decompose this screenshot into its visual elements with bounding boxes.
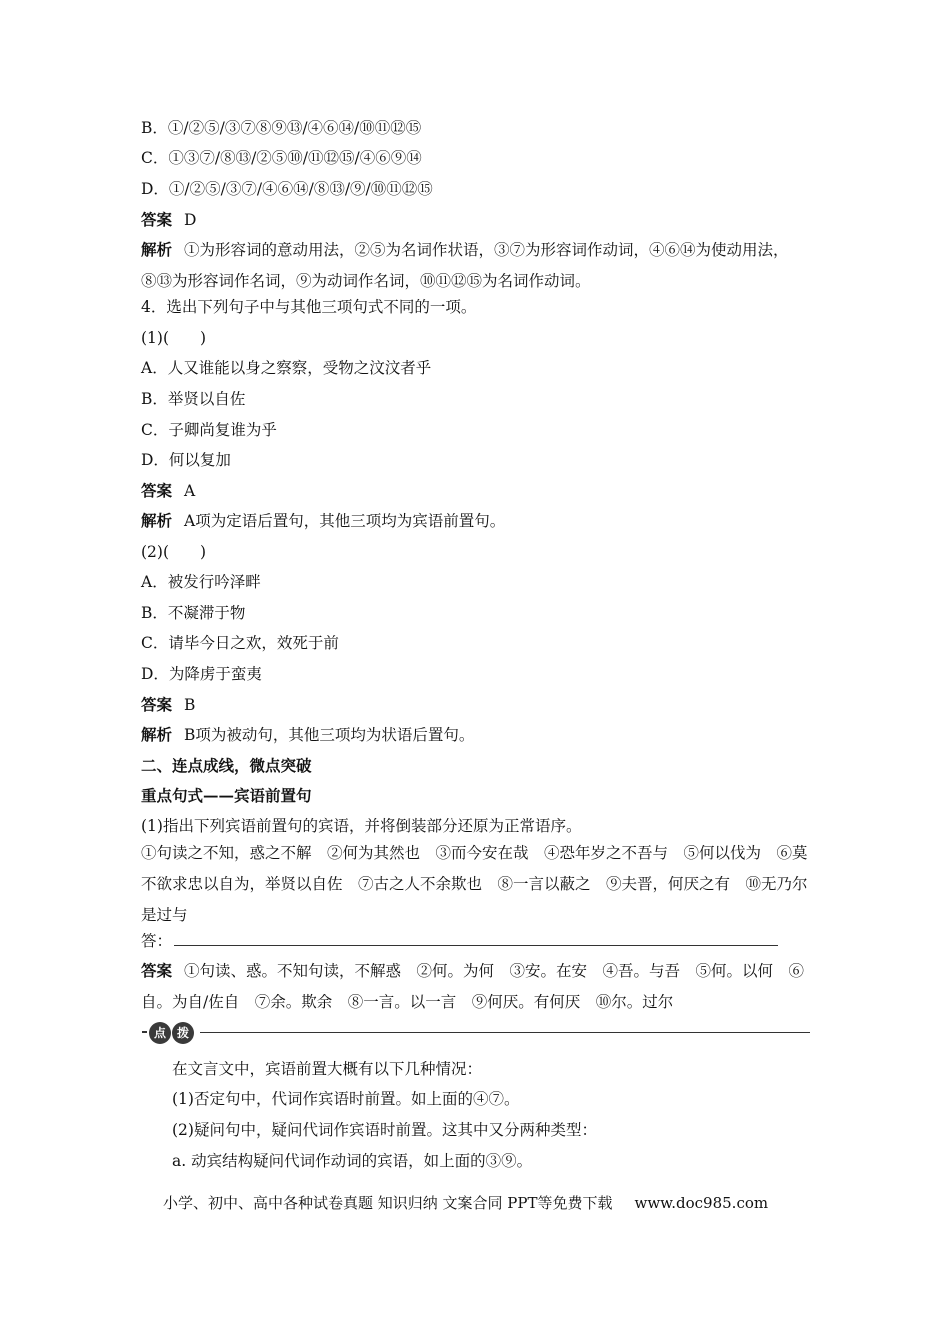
footer-url[interactable]: www.doc985.com [634,1194,769,1212]
section-answer [141,955,811,1018]
q4-2-option-b: B．不凝滞于物 [141,604,246,622]
option-d-prev: D．①/②⑤/③⑦/④⑥⑭/⑧⑬/⑨/⑩⑪⑫⑮ [141,180,433,198]
question-4-2-number: (2)( ) [141,543,207,561]
q4-2-answer [141,695,811,715]
task-items: ①句读之不知，惑之不解 ②何为其然也 ③而今安在哉 ④恐年岁之不吾与 ⑤何以伐为 ⑥莫不欲求忠以自为，举贤以自佐 ⑦古之人不余欺也 ⑧一言以蔽之 ⑨夫晋，何厌之有 ⑩无乃尔是过与 [141,844,808,924]
tip-line-3: (2)疑问句中，疑问代词作宾语时前置。这其中又分两种类型： [172,1121,597,1139]
section-heading: 二、连点成线，微点突破 [141,756,312,775]
q4-2-option-a: A．被发行吟泽畔 [141,573,261,591]
answer-value: D [184,211,197,229]
q4-1-explanation [141,511,811,531]
option-c-prev: C．①③⑦/⑧⑬/②⑤⑩/⑪⑫⑮/④⑥⑨⑭ [141,149,422,167]
answer-blank [141,931,811,951]
answer-label: 答案 [141,210,173,229]
section-subheading: 重点句式——宾语前置句 [141,786,312,805]
option-b-prev: B．①/②⑤/③⑦⑧⑨⑬/④⑥⑭/⑩⑪⑫⑮ [141,119,422,137]
answer-underline [174,931,778,946]
tip-badge-bo: 拨 [172,1022,194,1044]
q4-2-option-c: C．请毕今日之欢，效死于前 [141,634,339,652]
answer-label: 答案 [141,481,173,500]
answer-value: B [184,696,196,714]
answer-text: ①句读、惑。不知句读，不解惑 ②何。为何 ③安。在安 ④吾。与吾 ⑤何。以何 ⑥自。为自/佐自 ⑦余。欺余 ⑧一言。以一言 ⑨何厌。有何厌 ⑩尔。过尔 [141,962,805,1011]
q4-1-option-d: D．何以复加 [141,451,231,469]
explanation-text: ①为形容词的意动用法，②⑤为名词作状语，③⑦为形容词作动词，④⑥⑭为使动用法，⑧⑬为形容词作名词，⑨为动词作名词，⑩⑪⑫⑮为名词作动词。 [141,241,789,290]
tip-line-2: (1)否定句中，代词作宾语时前置。如上面的④⑦。 [172,1090,520,1108]
explanation-label: 解析 [141,511,173,530]
explanation-text: A项为定语后置句，其他三项均为宾语前置句。 [184,512,506,530]
q4-1-option-c: C．子卿尚复谁为乎 [141,421,277,439]
tip-line-1: 在文言文中，宾语前置大概有以下几种情况： [172,1060,483,1078]
answer-label: 答案 [141,695,173,714]
answer-prompt: 答： [141,932,173,950]
question-4-1-number: (1)( ) [141,329,207,347]
explanation-3 [141,234,811,297]
explanation-label: 解析 [141,240,173,259]
q4-1-option-a: A．人又谁能以身之察察，受物之汶汶者乎 [141,359,432,377]
answer-label: 答案 [141,961,173,980]
footer-text: 小学、初中、高中各种试卷真题 知识归纳 文案合同 PPT等免费下载 [163,1194,613,1212]
question-4-stem: 4．选出下列句子中与其他三项句式不同的一项。 [141,298,477,316]
tip-rule-left [142,1031,147,1033]
explanation-text: B项为被动句，其他三项均为状语后置句。 [184,726,475,744]
tip-badge-dian: 点 [149,1022,171,1044]
tip-rule [200,1032,810,1033]
q4-2-explanation [141,725,811,745]
answer-3 [141,210,811,230]
q4-2-option-d: D．为降虏于蛮夷 [141,665,262,683]
tip-line-4: a. 动宾结构疑问代词作动词的宾语，如上面的③⑨。 [172,1152,533,1170]
answer-value: A [184,482,196,500]
q4-1-option-b: B．举贤以自佐 [141,390,246,408]
q4-1-answer [141,481,811,501]
footer [163,1192,768,1213]
explanation-label: 解析 [141,725,173,744]
task-instruction: (1)指出下列宾语前置句的宾语，并将倒装部分还原为正常语序。 [141,817,582,835]
